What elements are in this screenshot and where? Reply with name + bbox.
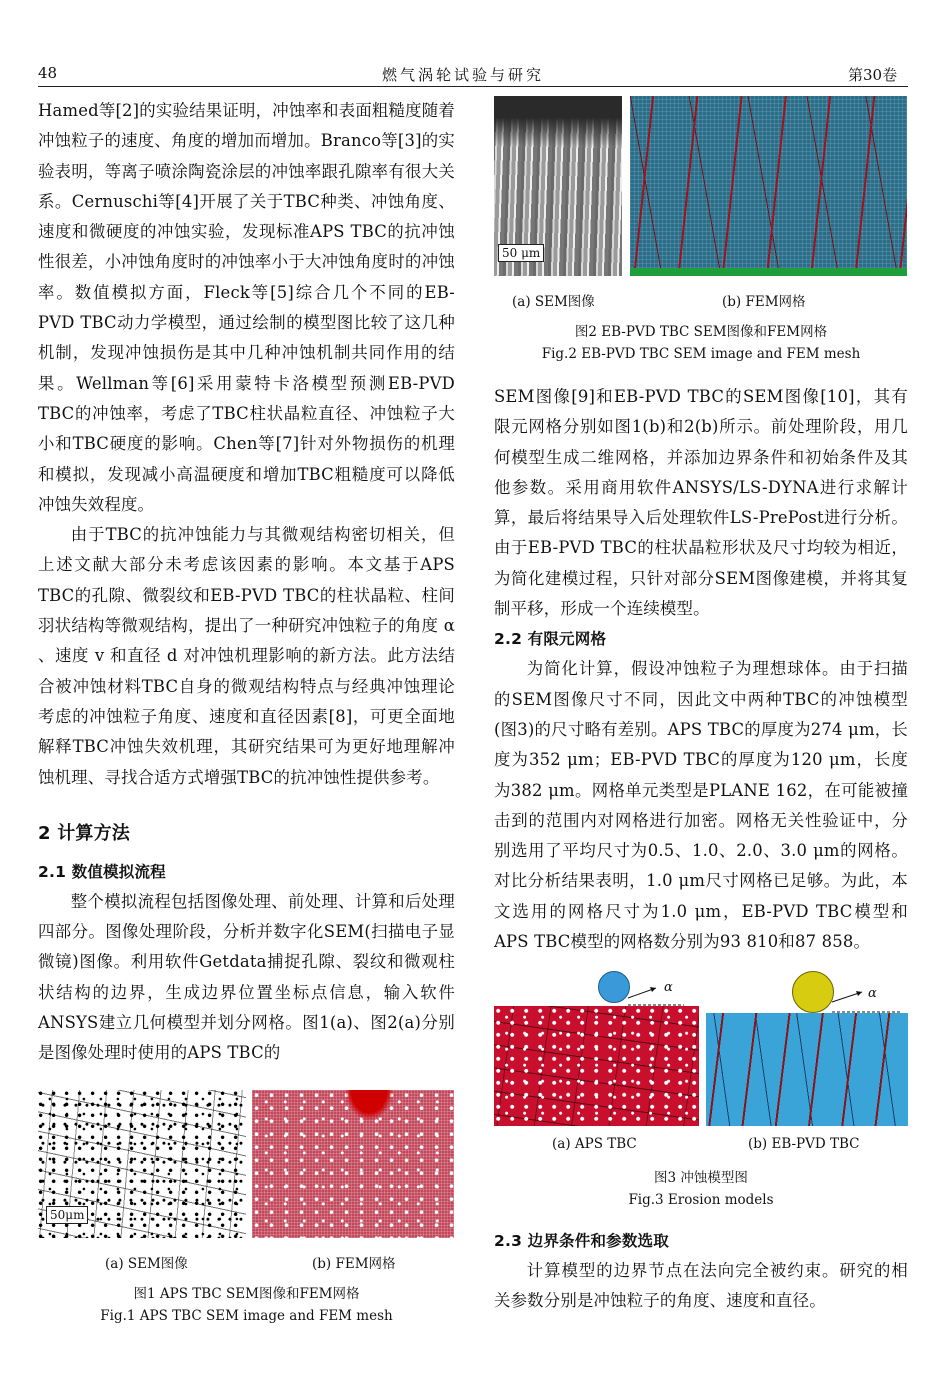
section-2-title: 2 计算方法 — [38, 822, 130, 844]
fig2-mesh-base — [630, 268, 907, 276]
fig1-scale-bar: 50μm — [46, 1206, 88, 1224]
volume-label: 第30卷 — [848, 66, 898, 84]
fig2-subcaption-b: (b) FEM网格 — [722, 294, 806, 310]
right-column-bottom — [494, 1226, 908, 1317]
fig3-caption-en: Fig.3 Erosion models — [628, 1192, 774, 1208]
fig2-sem-image — [494, 96, 622, 276]
fig2-subcaption-a: (a) SEM图像 — [512, 294, 595, 310]
aps-coating-block — [494, 1006, 699, 1126]
fig2-fem-mesh — [630, 96, 907, 276]
fig3-aps-model — [494, 968, 699, 1126]
paragraph-mesh: 为简化计算，假设冲蚀粒子为理想球体。由于扫描的SEM图像尺寸不同，因此文中两种TBC的冲蚀模型(图3)的尺寸略有差别。APS TBC的厚度为274 μm，长度为352 μm；EB-PVD TBC的厚度为120 μm，长度为382 μm。网格单元类型是PLANE 162，在可能被撞击到的范围内对网格进行加密。网格无关性验证中，分别选用了平均尺寸为0.5、1.0、2.0、3.0 μm的网格。对比分析结果表明，1.0 μm尺寸网格已足够。为此，本文选用的网格尺寸为1.0 μm，EB-PVD TBC模型和APS TBC模型的网格数分别为93 810和87 858。 — [494, 659, 908, 952]
fig3-ebpvd-model — [706, 968, 908, 1126]
ebpvd-coating-block — [706, 1013, 908, 1126]
fig2-caption-cn: 图2 EB-PVD TBC SEM图像和FEM网格 — [574, 324, 828, 340]
fig1-subcaption-a: (a) SEM图像 — [105, 1256, 188, 1272]
section-2-1-title: 2.1 数值模拟流程 — [38, 862, 166, 881]
fig2-caption-en: Fig.2 EB-PVD TBC SEM image and FEM mesh — [541, 346, 861, 362]
fig3-caption-cn: 图3 冲蚀模型图 — [654, 1170, 748, 1186]
section-2-3-title: 2.3 边界条件和参数选取 — [494, 1232, 669, 1250]
fig2-scale-bar: 50 μm — [498, 244, 544, 262]
left-column — [38, 96, 455, 1069]
aps-angle-label: α — [664, 980, 673, 995]
paragraph-motivation: 由于TBC的抗冲蚀能力与其微观结构密切相关，但上述文献大部分未考虑该因素的影响。本文基于APS TBC的孔隙、微裂纹和EB-PVD TBC的柱状晶粒、柱间羽状结构等微观结构，提出了一种研究冲蚀粒子的角度 α 、速度 v 和直径 d 对冲蚀机理影响的新方法。此方法结合被冲蚀材料TBC自身的微观结构特点与经典冲蚀理论考虑的冲蚀粒子角度、速度和直径因素[8]，可更全面地解释TBC冲蚀失效机理，其研究结果可为更好地理解冲蚀机理、寻找合适方式增强TBC的抗冲蚀性提供参考。 — [38, 525, 455, 787]
fig1-caption-en: Fig.1 APS TBC SEM image and FEM mesh — [100, 1308, 393, 1324]
header-rule — [38, 86, 908, 87]
journal-title: 燃气涡轮试验与研究 — [382, 66, 545, 84]
right-column-top — [494, 382, 908, 957]
fig1-fem-mesh — [252, 1090, 454, 1238]
ebpvd-angle-arrow-icon — [706, 968, 908, 1018]
fig1-subcaption-b: (b) FEM网格 — [312, 1256, 396, 1272]
ebpvd-angle-label: α — [868, 986, 877, 1001]
fig3-subcaption-b: (b) EB-PVD TBC — [748, 1136, 860, 1152]
fig1-caption-cn: 图1 APS TBC SEM图像和FEM网格 — [133, 1286, 360, 1302]
paragraph-intro-cont: Hamed等[2]的实验结果证明，冲蚀率和表面粗糙度随着冲蚀粒子的速度、角度的增加而增加。Branco等[3]的实验表明，等离子喷涂陶瓷涂层的冲蚀率跟孔隙率有很大关系。Cernuschi等[4]开展了关于TBC种类、冲蚀角度、速度和微硬度的冲蚀实验，发现标准APS TBC的抗冲蚀性很差，小冲蚀角度时的冲蚀率小于大冲蚀角度时的冲蚀率。数值模拟方面，Fleck等[5]综合几个不同的EB-PVD TBC动力学模型，通过绘制的模型图比较了这几种机制，发现冲蚀损伤是其中几种冲蚀机制共同作用的结果。Wellman等[6]采用蒙特卡洛模型预测EB-PVD TBC的冲蚀率，考虑了TBC柱状晶粒直径、冲蚀粒子大小和TBC硬度的影响。Chen等[7]针对外物损伤的机理和模拟，发现减小高温硬度和增加TBC粗糙度可以降低冲蚀失效程度。 — [38, 101, 455, 514]
paragraph-workflow: 整个模拟流程包括图像处理、前处理、计算和后处理四部分。图像处理阶段，分析并数字化SEM(扫描电子显微镜)图像。利用软件Getdata捕捉孔隙、裂纹和微观柱状结构的边界，生成边界位置坐标点信息，输入软件ANSYS建立几何模型并划分网格。图1(a)、图2(a)分别是图像处理时使用的APS TBC的 — [38, 891, 455, 1063]
section-2-2-title: 2.2 有限元网格 — [494, 630, 607, 649]
fig1-sem-image — [38, 1090, 246, 1238]
page-number: 48 — [38, 64, 58, 82]
paragraph-preprocess: SEM图像[9]和EB-PVD TBC的SEM图像[10]，其有限元网格分别如图1(b)和2(b)所示。前处理阶段，用几何模型生成二维网格，并添加边界条件和初始条件及其他参数。采用商用软件ANSYS/LS-DYNA进行求解计算，最后将结果导入后处理软件LS-PrePost进行分析。由于EB-PVD TBC的柱状晶粒形状及尺寸均较为相近，为简化建模过程，只针对部分SEM图像建模，并将其复制平移，形成一个连续模型。 — [494, 387, 908, 619]
fig3-subcaption-a: (a) APS TBC — [552, 1136, 637, 1152]
paragraph-boundary: 计算模型的边界节点在法向完全被约束。研究的相关参数分别是冲蚀粒子的角度、速度和直径。 — [494, 1261, 908, 1311]
